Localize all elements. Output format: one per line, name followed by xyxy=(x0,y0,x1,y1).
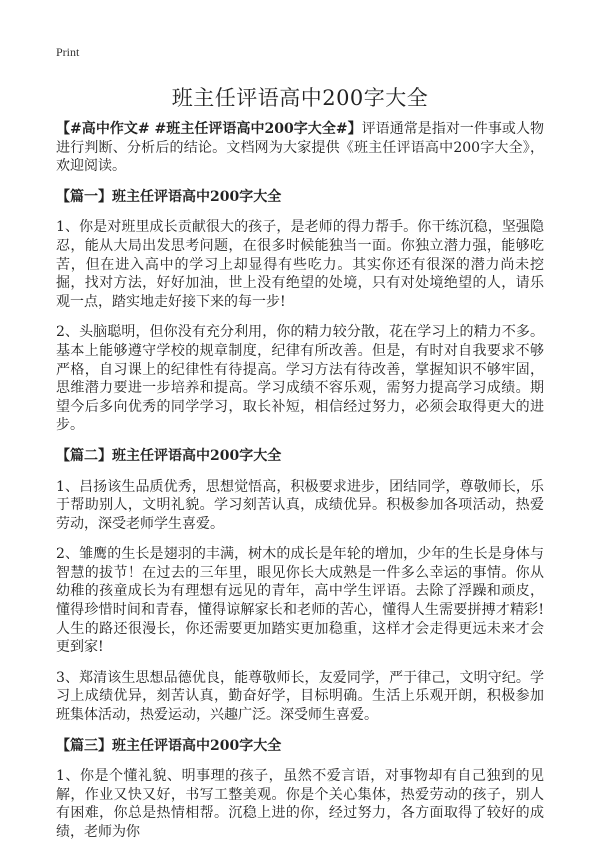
section-paragraph: 1、你是个懂礼貌、明事理的孩子，虽然不爱言语，对事物却有自己独到的见解，作业又快又好，书写工整美观。你是个关心集体，热爱劳动的孩子，别人有困难，你总是热情相帮。沉稳上进的你，经过努力，各方面取得了较好的成绩，老师为你 xyxy=(56,768,544,840)
section-paragraph: 1、你是对班里成长贡献很大的孩子，是老师的得力帮手。你干练沉稳，坚强隐忍，能从大局出发思考问题，在很多时候能独当一面。你独立潜力强，能够吃苦，但在进入高中的学习上却显得有些吃力。其实你还有很深的潜力尚未挖掘，找对方法，好好加油，世上没有绝望的处境，只有对处境绝望的人，请乐观一点，踏实地走好接下来的每一步! xyxy=(56,219,544,310)
section-paragraph: 3、郑清该生思想品德优良，能尊敬师长，友爱同学，严于律己，文明守纪。学习上成绩优异，刻苦认真，勤奋好学，目标明确。生活上乐观开朗，积极参加班集体活动，热爱运动，兴趣广泛。深受师生喜爱。 xyxy=(56,669,544,724)
section-paragraph: 2、头脑聪明，但你没有充分利用，你的精力较分散，花在学习上的精力不多。基本上能够遵守学校的规章制度，纪律有所改善。但是，有时对自我要求不够严格，自习课上的纪律性有待提高。学习方法有待改善，掌握知识不够牢固，思维潜力要进一步培养和提高。学习成绩不容乐观，需努力提高学习成绩。期望今后多向优秀的同学学习，取长补短，相信经过努力，必须会取得更大的进步。 xyxy=(56,324,544,434)
section-heading: 【篇一】班主任评语高中200字大全 xyxy=(56,188,282,205)
section-paragraph: 2、雏鹰的生长是翅羽的丰满，树木的成长是年轮的增加，少年的生长是身体与智慧的拔节！在过去的三年里，眼见你长大成熟是一件多么幸运的事情。你从幼稚的孩童成长为有理想有远见的青年，高中学生评语。去除了浮躁和顽皮，懂得珍惜时间和青春，懂得谅解家长和老师的苦心，懂得人生需要拼搏才精彩! 人生的路还很漫长，你还需要更加踏实更加稳重，这样才会走得更远未来才会更到家! xyxy=(56,546,544,656)
section-1 xyxy=(56,188,544,435)
section-heading: 【篇二】班主任评语高中200字大全 xyxy=(56,447,282,464)
intro-text: 评语通常是指对一件事或人物进行判断、分析后的结论。文档网为大家提供《班主任评语高中200字大全》，欢迎阅读。 xyxy=(56,121,544,175)
section-3 xyxy=(56,737,544,842)
intro-tags: 【#高中作文# #班主任评语高中200字大全#】 xyxy=(56,121,362,137)
page-title: 班主任评语高中200字大全 xyxy=(171,86,429,110)
print-link[interactable]: Print xyxy=(56,45,80,59)
article-body xyxy=(56,120,544,854)
section-paragraph: 1、吕扬该生品质优秀，思想觉悟高，积极要求进步，团结同学，尊敬师长，乐于帮助别人，文明礼貌。学习刻苦认真，成绩优异。积极参加各项活动，热爱劳动，深受老师学生喜爱。 xyxy=(56,478,544,532)
intro-paragraph xyxy=(56,120,544,176)
section-heading: 【篇三】班主任评语高中200字大全 xyxy=(56,737,282,754)
section-2 xyxy=(56,447,544,725)
